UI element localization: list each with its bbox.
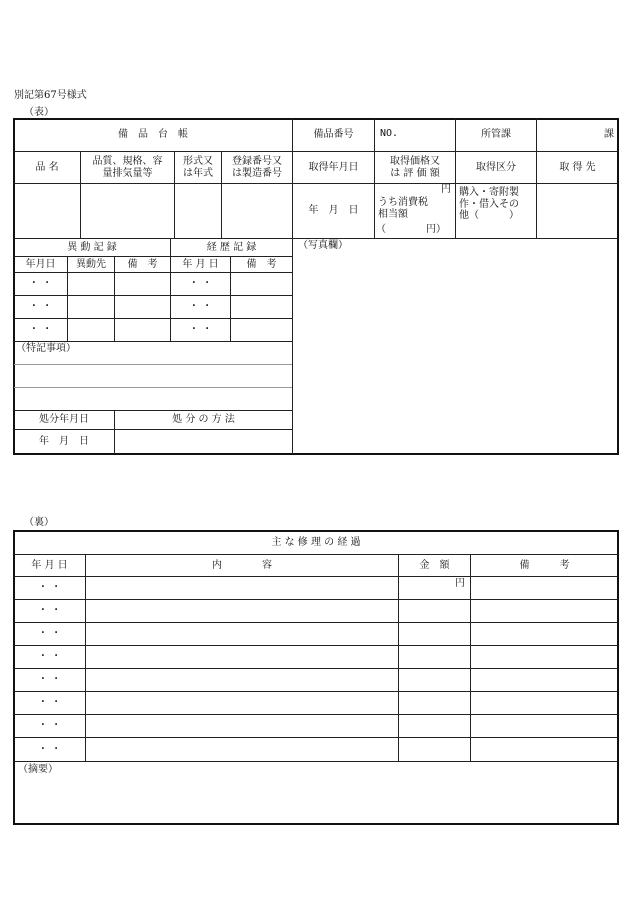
acq-price-label: 取得価格又 は 評 価 額 [390,156,440,179]
acq-date-label: 取得年月日 [308,161,359,173]
transfer-title: 異 動 記 録 [67,241,117,253]
disposal-method-label: 処 分 の 方 法 [172,414,235,426]
yen-unit: 円 [441,184,451,196]
reg-label: 登録番号又 は製造番号 [232,156,282,179]
rule [14,622,618,623]
history-title: 経 歴 記 録 [206,241,257,253]
acq-date-value: 年 月 日 [308,205,359,217]
repair-title: 主 な 修 理 の 経 過 [271,536,361,548]
rule [470,555,471,762]
col-note2: 備 考 [246,258,277,270]
acq-type-value: 購入・寄附製 作・借入その 他（ ） [459,187,519,221]
rule [14,387,292,388]
transfer-date-dots: ・ ・ [28,324,53,336]
tax-label: うち消費税 相当額 [378,197,428,220]
history-date-dots: ・ ・ [188,324,213,336]
rule [14,761,618,762]
rule [85,555,86,762]
rule [14,341,292,342]
no-label: NO. [380,128,399,139]
repair-date-dots: ・ ・ [37,651,62,663]
col-date2: 年 月 日 [182,258,219,270]
rule [14,364,292,365]
rule [14,645,618,646]
item-no-label: 備品番号 [313,129,354,141]
tax-yen: （ 円） [376,224,446,235]
rule [14,599,618,600]
transfer-date-dots: ・ ・ [28,278,53,290]
col-note: 備 考 [519,559,570,571]
repair-date-dots: ・ ・ [37,605,62,617]
acq-type-label: 取得区分 [476,161,516,173]
history-date-dots: ・ ・ [188,278,213,290]
disposal-date-label: 処分年月日 [39,414,89,426]
acq-from-label: 取 得 先 [559,161,596,173]
history-date-dots: ・ ・ [188,301,213,313]
col-date: 年 月 日 [31,559,68,571]
dept-suffix: 課 [604,129,614,141]
rule [14,668,618,669]
repair-date-dots: ・ ・ [37,628,62,640]
summary-label: （摘要） [18,764,58,775]
col-dest: 異動先 [76,258,106,270]
disposal-date-value: 年 月 日 [39,436,89,448]
col-amount: 金 額 [419,559,450,571]
repair-date-dots: ・ ・ [37,582,62,594]
col-content: 内 容 [212,559,272,571]
back-label: （裏） [24,517,54,528]
special-label: （特記事項） [16,343,76,354]
ledger-title: 備 品 台 帳 [118,129,188,141]
col-note: 備 考 [127,258,158,270]
front-label: （表） [24,107,54,118]
repair-date-dots: ・ ・ [37,697,62,709]
yen-unit: 円 [455,578,465,590]
rule [14,737,618,738]
col-date: 年月日 [25,258,56,270]
model-label: 形式又 は年式 [183,156,213,179]
photo-label: （写真欄） [298,240,348,251]
repair-date-dots: ・ ・ [37,743,62,755]
name-label: 品 名 [35,161,59,173]
transfer-date-dots: ・ ・ [28,301,53,313]
repair-date-dots: ・ ・ [37,674,62,686]
rule [14,691,618,692]
spec-label: 品質、規格、容 量排気量等 [92,156,163,179]
rule [14,576,618,577]
rule [14,714,618,715]
repair-date-dots: ・ ・ [37,720,62,732]
form-id: 別記第67号様式 [14,90,87,101]
dept-label: 所管課 [481,129,511,141]
